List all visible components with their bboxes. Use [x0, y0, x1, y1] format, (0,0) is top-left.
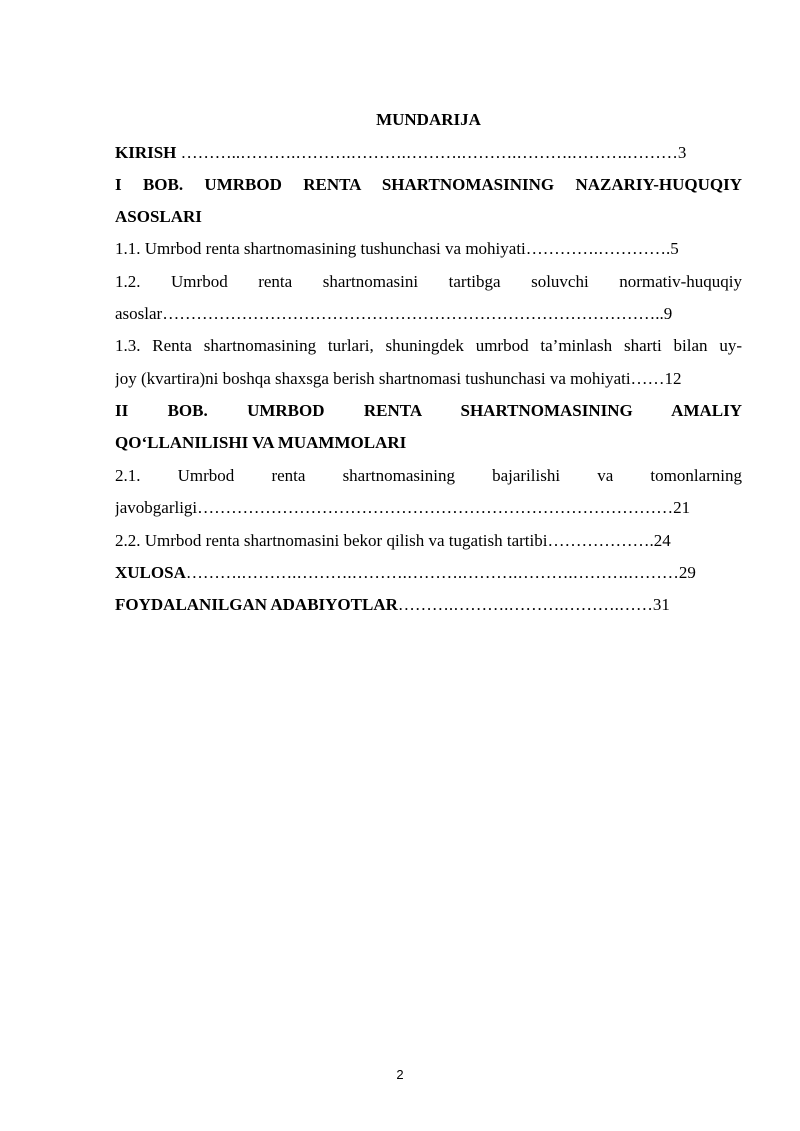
toc-entry-leader: ……….……….……….……….……….……….……….……….………29 — [185, 563, 696, 582]
toc-chapter-2-line1: II BOB. UMRBOD RENTA SHARTNOMASINING AMALIY — [115, 401, 742, 420]
toc-entry-label: XULOSA — [115, 563, 186, 582]
toc-entry-leader: ……….……….……….……….……31 — [397, 595, 670, 614]
toc-section-1-1: 1.1. Umrbod renta shartnomasining tushunchasi va mohiyati………….………….5 — [115, 239, 679, 258]
toc-section-2-1-line1: 2.1. Umrbod renta shartnomasining bajarilishi va tomonlarning — [115, 466, 742, 485]
toc-chapter-1-line1: I BOB. UMRBOD RENTA SHARTNOMASINING NAZARIY-HUQUQIY — [115, 175, 742, 194]
toc-chapter-1-line2: ASOSLARI — [115, 207, 202, 226]
toc-section-2-1-line2: javobgarligi…………………………………………………………………………21 — [115, 498, 691, 517]
toc-entry-leader: ………..……….……….……….……….……….……….……….………3 — [180, 143, 687, 162]
toc-entry-xulosa — [115, 561, 742, 585]
toc-section-1-2-line1: 1.2. Umrbod renta shartnomasini tartibga soluvchi normativ-huquqiy — [115, 272, 742, 291]
toc-section-1-2-line2: asoslar……………………………………………………………………………..9 — [115, 304, 673, 323]
toc-entry-kirish — [115, 141, 742, 165]
toc-entry-label: FOYDALANILGAN ADABIYOTLAR — [115, 595, 398, 614]
toc-section-2-2: 2.2. Umrbod renta shartnomasini bekor qilish va tugatish tartibi……………….24 — [115, 531, 671, 550]
toc-section-1-3-line2: joy (kvartira)ni boshqa shaxsga berish shartnomasi tushunchasi va mohiyati……12 — [115, 369, 682, 388]
toc-chapter-2-line2: QO‘LLANILISHI VA MUAMMOLARI — [115, 433, 407, 452]
toc-entry-adabiyotlar — [115, 593, 742, 617]
toc-entry-label: KIRISH — [115, 143, 181, 162]
toc-title: MUNDARIJA — [376, 110, 481, 129]
toc-section-1-3-line1: 1.3. Renta shartnomasining turlari, shuningdek umrbod ta’minlash sharti bilan uy- — [115, 336, 742, 355]
page-number: 2 — [396, 1067, 404, 1082]
